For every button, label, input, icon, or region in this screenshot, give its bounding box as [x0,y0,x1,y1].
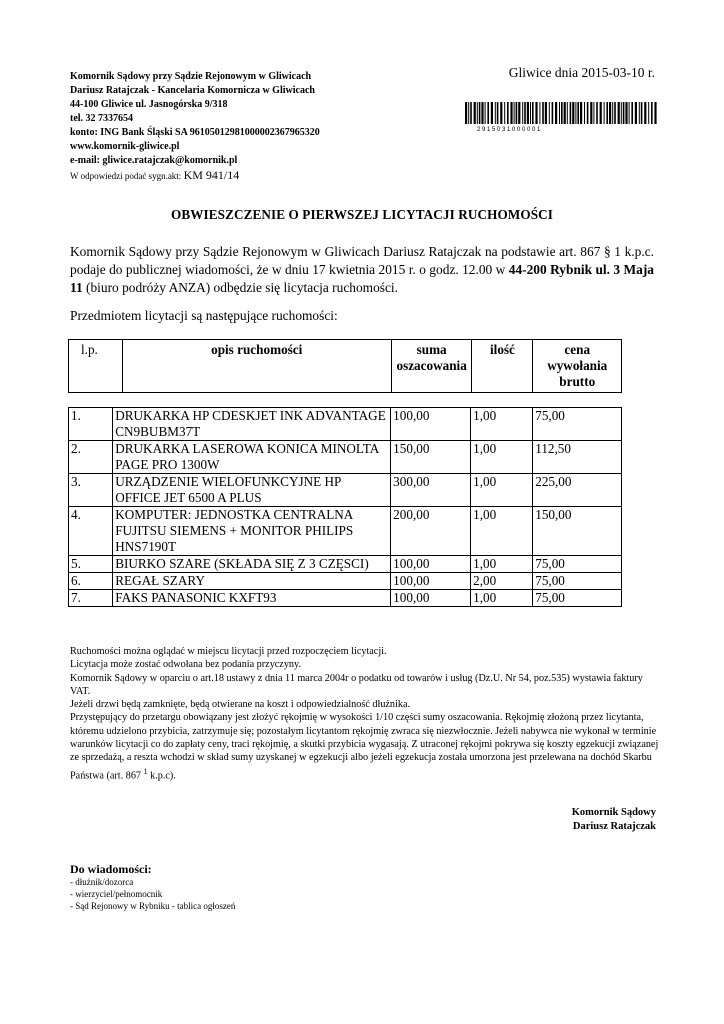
cell-ilosc: 1,00 [471,474,533,507]
cell-suma: 200,00 [391,507,471,556]
cell-suma: 100,00 [391,590,471,607]
note-deposit-tail: k.p.c). [147,770,176,782]
header-line: www.komornik-gliwice.pl [70,141,180,152]
items-table [68,407,622,607]
barcode-bar [596,102,598,124]
cell-ilosc: 2,00 [471,573,533,590]
note-deposit [70,711,660,782]
barcode-bar [516,102,518,124]
barcode-bar [539,102,540,124]
barcode-bar [500,102,502,124]
header-line: Komornik Sądowy przy Sądzie Rejonowym w Gliwicach [70,71,312,82]
barcode-bar [495,102,496,124]
note-line: Jeżeli drzwi będą zamknięte, będą otwierane na koszt i odpowiedzialność dłużnika. [70,699,411,711]
cell-cena: 75,00 [533,573,622,590]
cell-opis: DRUKARKA HP CDESKJET INK ADVANTAGE CN9BUBM37T [113,408,391,441]
barcode-bar [535,102,537,124]
barcode-bar [621,102,622,124]
cell-ilosc: 1,00 [471,441,533,474]
cell-ilosc: 1,00 [471,507,533,556]
barcode-bar [606,102,608,124]
table-row [69,590,622,607]
cell-cena: 75,00 [533,556,622,573]
cell-ilosc: 1,00 [471,408,533,441]
barcode [463,102,658,132]
table-row [69,474,622,507]
header-line: Dariusz Ratajczak - Kancelaria Komornicza w Gliwicach [70,85,315,96]
barcode-bar [600,102,602,124]
bailiff-header [70,70,320,183]
barcode-bar [491,102,493,124]
barcode-bar [468,102,469,124]
barcode-bar [552,102,554,124]
cell-opis: FAKS PANASONIC KXFT93 [113,590,391,607]
barcode-bar [555,102,557,124]
barcode-icon [463,102,658,132]
barcode-bar [629,102,630,124]
barcode-bar [587,102,589,124]
table-row [69,556,622,573]
barcode-bar [522,102,523,124]
header-line: 44-100 Gliwice ul. Jasnogórska 9/318 [70,99,228,110]
barcode-bar [593,102,594,124]
distribution-title: Do wiadomości: [70,862,152,876]
cell-lp: 1. [69,408,113,441]
header-ilosc: ilość [472,340,533,393]
barcode-bar [524,102,526,124]
cell-lp: 5. [69,556,113,573]
barcode-bar [590,102,592,124]
barcode-bar [625,102,627,124]
notice-body [70,243,654,297]
header-suma: suma oszacowania [391,340,472,393]
barcode-bar [470,102,472,124]
barcode-bar [623,102,625,124]
cell-suma: 100,00 [391,573,471,590]
barcode-bar [487,102,489,124]
barcode-bar [567,102,568,124]
distribution-item: - dłużnik/dozorca [70,877,134,887]
body-text-part2: (biuro podróży ANZA) odbędzie się licytacja ruchomości. [82,280,398,295]
barcode-bar [504,102,505,124]
barcode-bar [497,102,499,124]
case-reference-label: W odpowiedzi podać sygn.akt: [70,171,182,181]
items-table-header [68,339,622,393]
cell-lp: 2. [69,441,113,474]
document-date: Gliwice dnia 2015-03-10 r. [508,65,655,80]
body-text-part1: Komornik Sądowy przy Sądzie Rejonowym w Gliwicach Dariusz Ratajczak na podstawie art. 867 § 1 k.p.c. podaje do publicznej wiadomości, że w dniu 17 kwietnia 2015 r. o godz. 12.00 w [70,244,654,277]
barcode-bar [648,102,649,124]
table-row [69,573,622,590]
notice-title: OBWIESZCZENIE O PIERWSZEJ LICYTACJI RUCHOMOŚCI [170,207,553,222]
cell-suma: 100,00 [391,408,471,441]
barcode-bar [612,102,613,124]
barcode-bar [532,102,534,124]
barcode-bar [604,102,605,124]
cell-lp: 4. [69,507,113,556]
cell-lp: 7. [69,590,113,607]
distribution-list [70,862,235,912]
cell-cena: 75,00 [533,408,622,441]
barcode-bar [507,102,509,124]
barcode-bar [635,102,637,124]
barcode-bar [572,102,574,124]
note-line: Licytacja może zostać odwołana bez podania przyczyny. [70,659,301,671]
barcode-bar [530,102,531,124]
barcode-bar [570,102,572,124]
header-line: konto: ING Bank Śląski SA 96105012981000002367965320 [70,127,320,138]
cell-opis: BIURKO SZARE (SKŁADA SIĘ Z 3 CZĘSCI) [113,556,391,573]
case-reference [70,168,320,183]
barcode-bar [639,102,640,124]
barcode-bar [481,102,483,124]
note-line: Komornik Sądowy w oparciu o art.18 ustawy z dnia 11 marca 2004r o podatku od towarów i usług (Dz.U. Nr 54, poz.535) wystawia faktury VAT. [70,672,643,697]
cell-suma: 150,00 [391,441,471,474]
barcode-bar [564,102,566,124]
barcode-bar [654,102,656,124]
header-lp: l.p. [69,340,123,393]
table-row [69,507,622,556]
barcode-bar [584,102,585,124]
barcode-bar [510,102,512,124]
barcode-bar [559,102,560,124]
barcode-bar [465,102,467,124]
case-reference-value: KM 941/14 [183,168,240,182]
cell-lp: 3. [69,474,113,507]
cell-opis: REGAŁ SZARY [113,573,391,590]
cell-cena: 75,00 [533,590,622,607]
note-line: Ruchomości można oglądać w miejscu licytacji przed rozpoczęciem licytacji. [70,646,387,657]
auction-notes [70,645,660,782]
barcode-bar [641,102,643,124]
items-intro: Przedmiotem licytacji są następujące ruchomości: [70,308,338,323]
cell-opis: DRUKARKA LASEROWA KONICA MINOLTA PAGE PRO 1300W [113,441,391,474]
distribution-item: - wierzyciel/pełnomocnik [70,889,163,899]
barcode-digits: 2 9 1 5 0 3 1 0 0 0 0 0 1 [477,127,541,132]
barcode-bar [651,102,653,124]
barcode-bar [631,102,633,124]
barcode-bar [575,102,576,124]
barcode-bar [518,102,520,124]
header-cena: cena wywołania brutto [533,340,622,393]
note-deposit-text: Przystępujący do przetargu obowiązany jest złożyć rękojmię w wysokości 1/10 części sumy oszacowania. Rękojmię złożoną przez licytanta, któremu udzielono przybicia, zatrzymuje się; pozostałym licytantom rękojmię zwraca się niezwłocznie. Jeżeli nabywca nie wykonał w terminie warunków licytacji co do zapłaty ceny, traci rękojmię, a skutki przybicia wygasają. Z utraconej rękojmi pokrywa się koszty egzekucji związanej ze sprzedażą, a reszta wchodzi w skład sumy uzyskanej w egzekucji albo jeżeli egzekucja została umorzona jest przelewana na dochód Skarbu Państwa (art. 867 [70,712,659,782]
barcode-bar [477,102,478,124]
barcode-bar [479,102,481,124]
cell-suma: 300,00 [391,474,471,507]
table-row [69,408,622,441]
signature-name: Dariusz Ratajczak [572,821,656,832]
barcode-bar [485,102,486,124]
barcode-bar [561,102,563,124]
cell-cena: 112,50 [533,441,622,474]
cell-suma: 100,00 [391,556,471,573]
barcode-bar [618,102,620,124]
barcode-bar [545,102,547,124]
barcode-bar [580,102,582,124]
cell-cena: 150,00 [533,507,622,556]
barcode-bar [542,102,544,124]
note-deposit-sup: 1 [143,766,148,776]
auction-place: 44-200 Rybnik ul. 3 Maja 11 [70,262,655,295]
signature-title: Komornik Sądowy [571,807,656,818]
cell-lp: 6. [69,573,113,590]
barcode-bar [609,102,611,124]
table-row [69,441,622,474]
signature-block [572,806,656,834]
barcode-bar [614,102,616,124]
header-line: e-mail: gliwice.ratajczak@komornik.pl [70,155,238,166]
header-opis: opis ruchomości [122,340,391,393]
barcode-bar [514,102,515,124]
cell-ilosc: 1,00 [471,556,533,573]
barcode-bar [474,102,476,124]
barcode-bar [549,102,550,124]
barcode-bar [644,102,646,124]
cell-opis: URZĄDZENIE WIELOFUNKCYJNE HP OFFICE JET 6500 A PLUS [113,474,391,507]
distribution-item: - Sąd Rejonowy w Rybniku - tablica ogłoszeń [70,901,236,911]
cell-ilosc: 1,00 [471,590,533,607]
cell-cena: 225,00 [533,474,622,507]
cell-opis: KOMPUTER: JEDNOSTKA CENTRALNA FUJITSU SIEMENS + MONITOR PHILIPS HNS7190T [113,507,391,556]
header-line: tel. 32 7337654 [70,113,134,124]
barcode-bar [577,102,579,124]
barcode-bar [527,102,529,124]
